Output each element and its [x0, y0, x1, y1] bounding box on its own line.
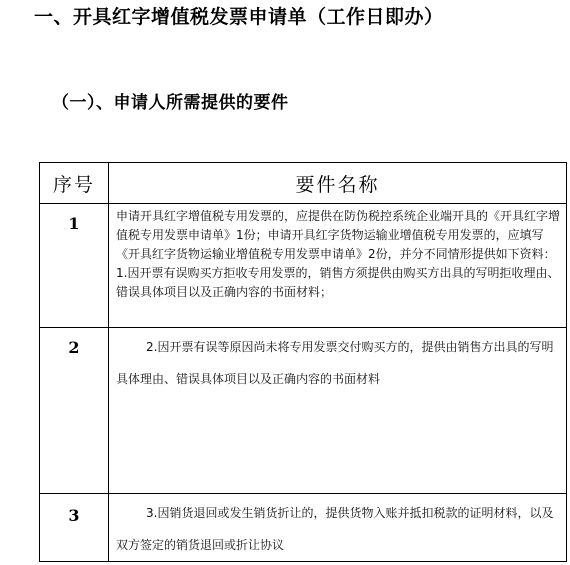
- row-index-cell: [40, 494, 109, 562]
- row-index: 1: [68, 214, 80, 233]
- section-title: （一）、申请人所需提供的要件: [52, 93, 289, 113]
- page-title: 一、开具红字增值税发票申请单（工作日即办）: [34, 6, 444, 28]
- row-index-cell: [40, 328, 109, 494]
- row-content-cell: 申请开具红字增值税专用发票的，应提供在防伪税控系统企业端开具的《开具红字增值税专用发票申请单》1份；申请开具红字货物运输业增值税专用发票的，应填写《开具红字货物运输业增值税专用发票申请单》2份，并分不同情形提供如下资料：1.因开票有误购买方拒收专用发票的，销售方须提供由购买方出具的写明拒收理由、错误具体项目以及正确内容的书面材料；: [109, 204, 567, 328]
- row-content-cell: 2.因开票有误等原因尚未将专用发票交付购买方的，提供由销售方出具的写明具体理由、错误具体项目以及正确内容的书面材料: [109, 328, 567, 494]
- table-row: [40, 328, 567, 494]
- requirements-table: [39, 162, 567, 562]
- table-header-row: [40, 163, 567, 204]
- column-header-name: 要件名称: [109, 163, 567, 204]
- row-index: 3: [68, 506, 80, 525]
- row-content-cell: 3.因销货退回或发生销货折让的，提供货物入账并抵扣税款的证明材料，以及双方签定的销货退回或折让协议: [109, 494, 567, 562]
- row-index: 2: [68, 338, 80, 357]
- table-row: [40, 494, 567, 562]
- table-row: [40, 204, 567, 328]
- column-header-index: 序号: [40, 163, 109, 204]
- row-index-cell: [40, 204, 109, 328]
